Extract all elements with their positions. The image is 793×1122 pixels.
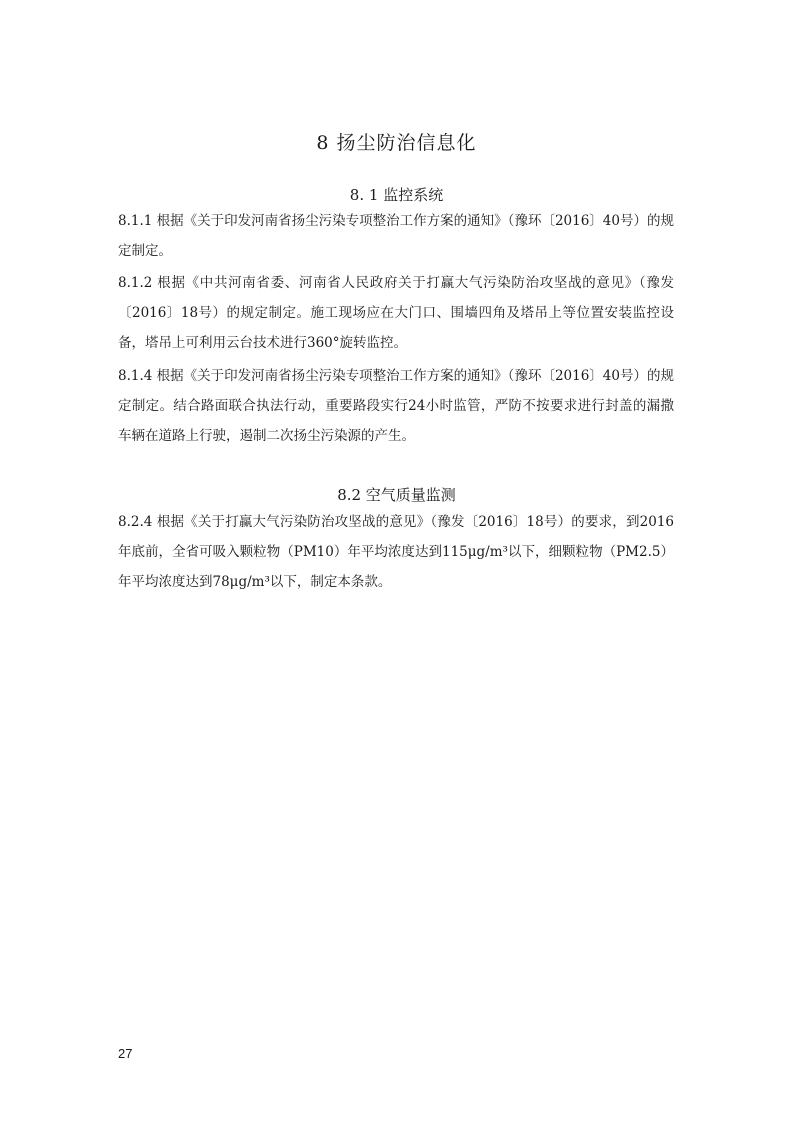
section-heading-monitoring: 8. 1 监控系统 [349, 186, 444, 204]
chapter-title: 8 扬尘防治信息化 [316, 132, 477, 154]
clause-8-1-1: 8.1.1 根据《关于印发河南省扬尘污染专项整治工作方案的通知》（豫环〔2016〕40号）的规定制定。 [118, 213, 674, 259]
clause-8-1-4: 8.1.4 根据《关于印发河南省扬尘污染专项整治工作方案的通知》（豫环〔2016〕40号）的规定制定。结合路面联合执法行动，重要路段实行24小时监管，严防不按要求进行封盖的漏撒车辆在道路上行驶，遏制二次扬尘污染源的产生。 [118, 368, 674, 444]
section-heading-air-quality: 8.2 空气质量监测 [337, 486, 456, 504]
clause-8-1-2: 8.1.2 根据《中共河南省委、河南省人民政府关于打赢大气污染防治攻坚战的意见》（豫发〔2016〕18号）的规定制定。施工现场应在大门口、围墙四角及塔吊上等位置安装监控设备，塔吊上可利用云台技术进行360°旋转监控。 [118, 275, 674, 351]
clause-8-2-4: 8.2.4 根据《关于打赢大气污染防治攻坚战的意见》（豫发〔2016〕18号）的要求，到2016年底前，全省可吸入颗粒物（PM10）年平均浓度达到115μg/m³以下，细颗粒物（PM2.5）年平均浓度达到78μg/m³以下，制定本条款。 [118, 514, 674, 590]
page-number: 27 [118, 1046, 133, 1061]
